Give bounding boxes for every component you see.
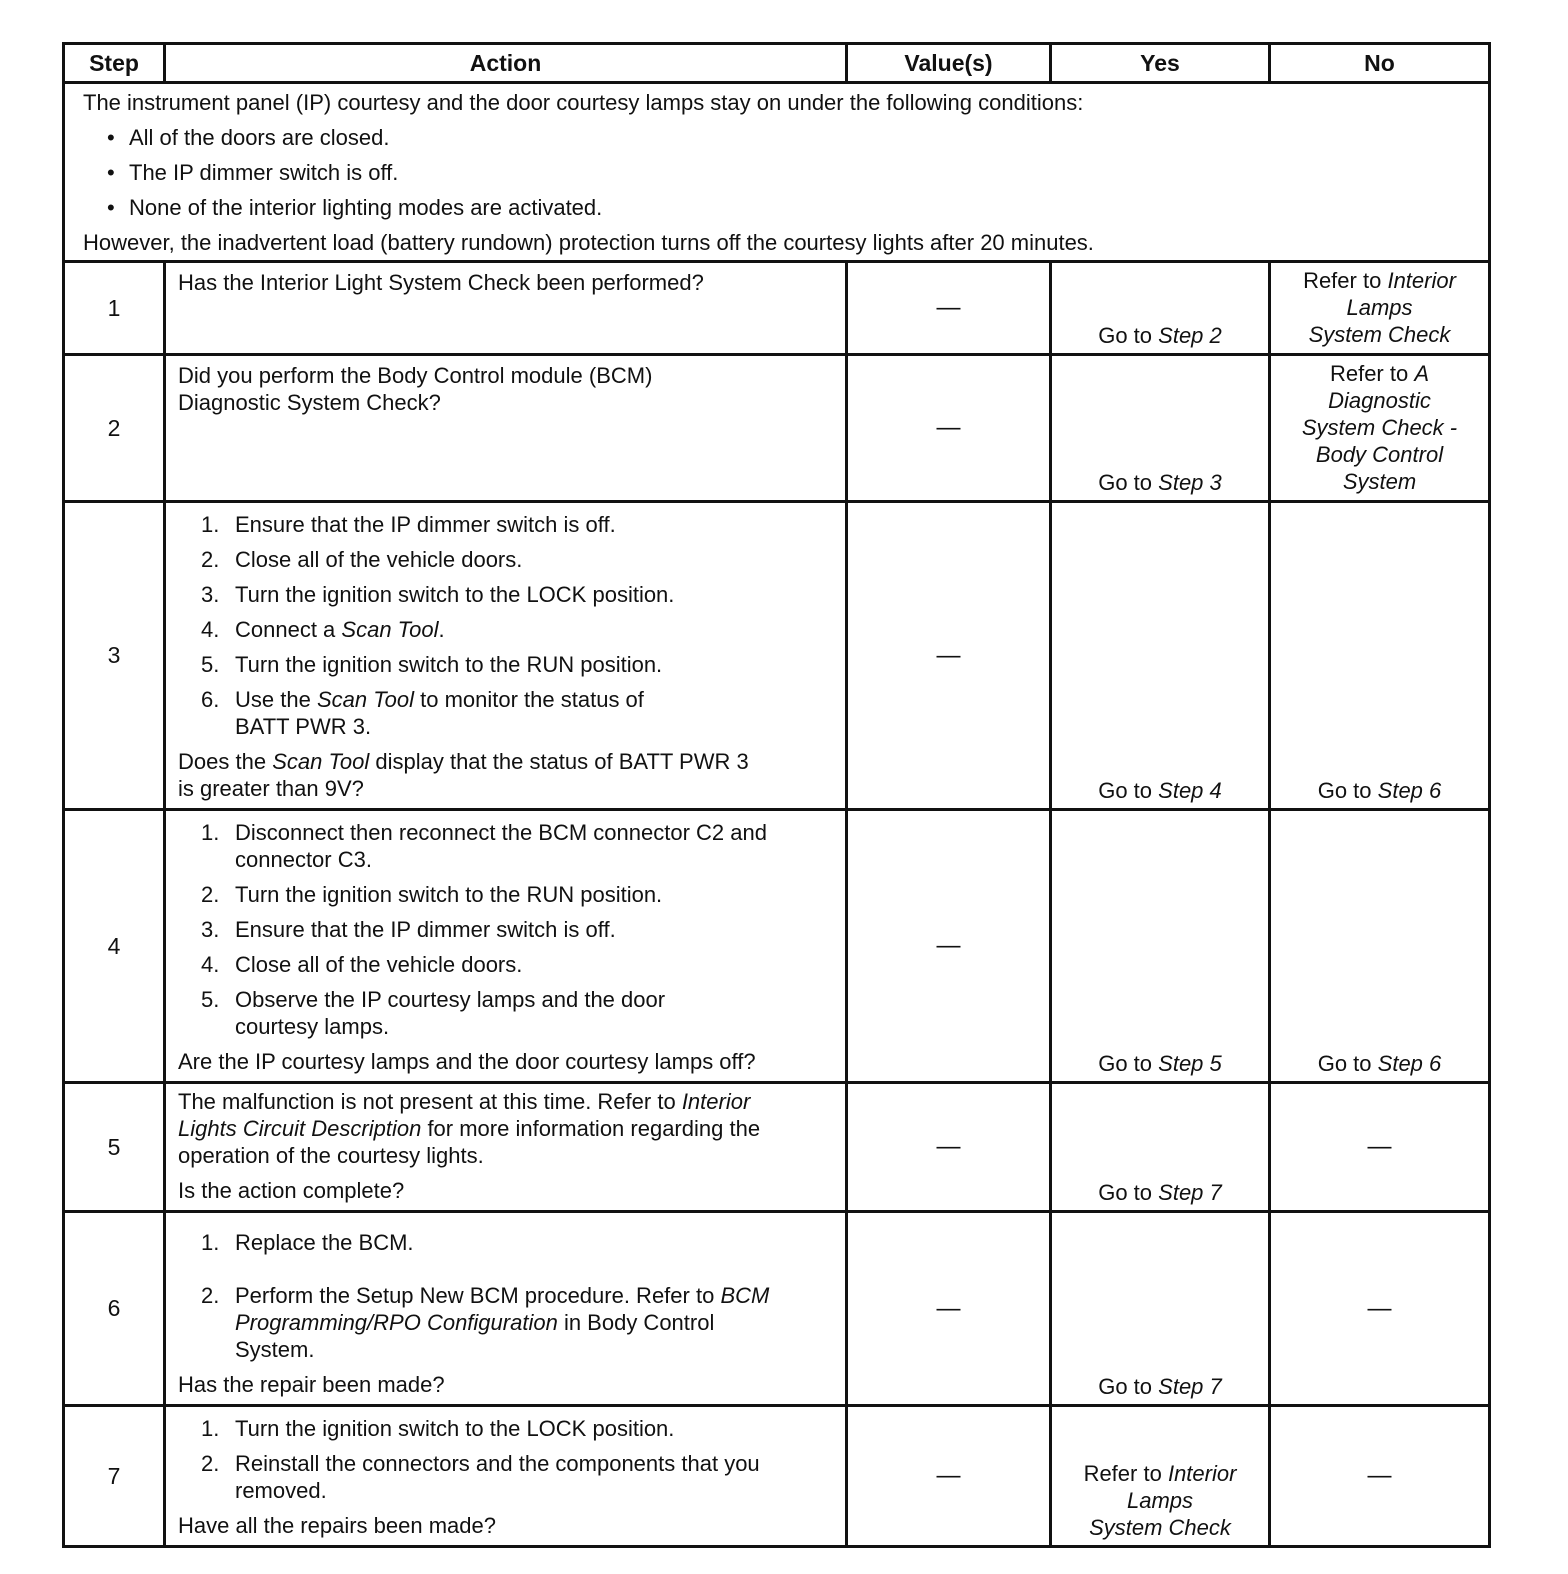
step-value: — (847, 1083, 1051, 1212)
description-text: The malfunction is not present at this time. Refer to (178, 1089, 676, 1114)
step-row-4 (64, 810, 1490, 1083)
procedure-item (178, 881, 833, 908)
reference-link[interactable]: Lamps (1126, 1488, 1194, 1513)
step-action (165, 1406, 847, 1547)
step-link[interactable]: Step 3 (1158, 470, 1222, 495)
reference-link[interactable]: Programming/RPO Configuration (235, 1310, 558, 1335)
procedure-item (178, 546, 833, 573)
item-number: 2. (201, 882, 220, 907)
reference-link[interactable]: Diagnostic (1328, 388, 1431, 413)
reference-link[interactable]: Interior (1167, 1461, 1237, 1486)
header-yes: Yes (1051, 44, 1270, 83)
step-number: 1 (64, 262, 165, 355)
item-text-end: to monitor the status of (420, 687, 644, 712)
procedure-item (178, 511, 833, 538)
question-text: is greater than 9V? (178, 776, 364, 801)
reference-link[interactable]: System Check (1089, 1515, 1231, 1540)
item-text-line2: courtesy lamps. (235, 1014, 390, 1039)
item-text: Turn the ignition switch to the LOCK position. (235, 1416, 675, 1441)
item-number: 2. (201, 1451, 220, 1476)
reference-link[interactable]: System Check (1308, 322, 1451, 347)
step-number: 5 (64, 1083, 165, 1212)
procedure-list (178, 1415, 833, 1504)
item-text: Reinstall the connectors and the components that you (235, 1451, 760, 1476)
header-action: Action (165, 44, 847, 83)
procedure-list (178, 1229, 833, 1363)
go-to-label: Go to (1098, 1180, 1153, 1205)
condition-list (83, 124, 1472, 221)
item-text-line3: System. (235, 1337, 315, 1362)
item-number: 1. (201, 820, 220, 845)
item-number: 1. (201, 1416, 220, 1441)
procedure-list (178, 819, 833, 1040)
procedure-item (178, 1415, 833, 1442)
step-value: — (847, 810, 1051, 1083)
item-text-end: in Body Control (563, 1310, 715, 1335)
step-value: — (847, 1406, 1051, 1547)
reference-link[interactable]: Interior (1387, 268, 1456, 293)
header-row (64, 44, 1490, 83)
item-number: 5. (201, 652, 220, 677)
scan-tool-term: Scan Tool (272, 749, 370, 774)
go-to-label: Go to (1317, 1051, 1372, 1076)
go-to-label: Go to (1098, 470, 1153, 495)
step-value: — (847, 1212, 1051, 1406)
step-number: 6 (64, 1212, 165, 1406)
step-yes (1051, 1406, 1270, 1547)
procedure-item (178, 616, 833, 643)
item-text: Perform the Setup New BCM procedure. Refer to (235, 1283, 715, 1308)
step-no (1270, 502, 1490, 810)
item-text: Turn the ignition switch to the RUN position. (235, 882, 663, 907)
step-yes (1051, 262, 1270, 355)
item-text: Connect a (235, 617, 336, 642)
step-number: 4 (64, 810, 165, 1083)
step-action (165, 1083, 847, 1212)
step-question-line: Did you perform the Body Control module (BCM) (178, 363, 653, 388)
procedure-item (178, 986, 833, 1040)
step-value: — (847, 262, 1051, 355)
intro-row (64, 83, 1490, 262)
step-action (165, 355, 847, 502)
step-no (1270, 355, 1490, 502)
step-link[interactable]: Step 6 (1377, 1051, 1442, 1076)
diagnostic-table-container (62, 42, 1488, 1548)
procedure-item (178, 819, 833, 873)
item-text: Ensure that the IP dimmer switch is off. (235, 917, 616, 942)
reference-link[interactable]: Interior (681, 1089, 751, 1114)
procedure-item (178, 916, 833, 943)
step-link[interactable]: Step 2 (1158, 323, 1222, 348)
step-action (165, 502, 847, 810)
item-number: 1. (201, 512, 220, 537)
refer-to-label: Refer to (1329, 361, 1409, 386)
step-yes (1051, 1212, 1270, 1406)
item-number: 2. (201, 547, 220, 572)
step-action (165, 1212, 847, 1406)
step-question: Have all the repairs been made? (178, 1513, 496, 1538)
procedure-item (178, 1282, 833, 1363)
step-question (178, 748, 833, 802)
step-link[interactable]: Step 4 (1158, 778, 1222, 803)
item-text: Disconnect then reconnect the BCM connector C2 and (235, 820, 767, 845)
condition-item: • None of the interior lighting modes are activated. (83, 194, 1472, 221)
step-yes (1051, 355, 1270, 502)
intro-tail: However, the inadvertent load (battery rundown) protection turns off the courtesy lights after 20 minutes. (83, 230, 1094, 255)
procedure-item (178, 686, 833, 740)
step-number: 7 (64, 1406, 165, 1547)
go-to-label: Go to (1098, 778, 1153, 803)
step-row-6 (64, 1212, 1490, 1406)
step-action (165, 262, 847, 355)
item-text-line2: BATT PWR 3. (235, 714, 372, 739)
step-question: Is the action complete? (178, 1178, 405, 1203)
step-yes (1051, 502, 1270, 810)
item-text: Use the (235, 687, 311, 712)
procedure-item (178, 581, 833, 608)
step-row-1 (64, 262, 1490, 355)
step-no: — (1270, 1406, 1490, 1547)
intro-cell (64, 83, 1490, 262)
step-no: — (1270, 1083, 1490, 1212)
item-text: Replace the BCM. (235, 1230, 414, 1255)
item-number: 2. (201, 1283, 220, 1308)
item-number: 3. (201, 917, 220, 942)
diagnostic-table (62, 42, 1491, 1548)
step-link[interactable]: Step 7 (1158, 1374, 1222, 1399)
item-text-line2: connector C3. (235, 847, 372, 872)
condition-item: • All of the doors are closed. (83, 124, 1472, 151)
step-row-3 (64, 502, 1490, 810)
question-text: display that the status of BATT PWR 3 (375, 749, 749, 774)
go-to-label: Go to (1098, 323, 1153, 348)
question-text: Does the (178, 749, 267, 774)
step-number: 2 (64, 355, 165, 502)
item-number: 4. (201, 617, 220, 642)
step-link[interactable]: Step 5 (1158, 1051, 1222, 1076)
step-question-line: Diagnostic System Check? (178, 390, 441, 415)
step-yes (1051, 1083, 1270, 1212)
item-text: Turn the ignition switch to the LOCK position. (235, 582, 675, 607)
header-step: Step (64, 44, 165, 83)
step-description (178, 1088, 833, 1169)
item-text: Close all of the vehicle doors. (235, 952, 523, 977)
reference-link[interactable]: BCM (720, 1283, 770, 1308)
procedure-item (178, 1450, 833, 1504)
step-row-5 (64, 1083, 1490, 1212)
description-text: operation of the courtesy lights. (178, 1143, 484, 1168)
item-number: 6. (201, 687, 220, 712)
scan-tool-term: Scan Tool (316, 687, 414, 712)
procedure-item (178, 951, 833, 978)
reference-link[interactable]: System (1342, 469, 1417, 494)
item-text-line2: removed. (235, 1478, 327, 1503)
step-no (1270, 810, 1490, 1083)
reference-link[interactable]: Body Control (1315, 442, 1444, 467)
description-text: for more information regarding the (427, 1116, 761, 1141)
item-text: Observe the IP courtesy lamps and the door (235, 987, 666, 1012)
item-number: 5. (201, 987, 220, 1012)
go-to-label: Go to (1098, 1374, 1153, 1399)
condition-item: • The IP dimmer switch is off. (83, 159, 1472, 186)
step-number: 3 (64, 502, 165, 810)
procedure-item (178, 651, 833, 678)
step-yes (1051, 810, 1270, 1083)
go-to-label: Go to (1317, 778, 1372, 803)
procedure-list (178, 511, 833, 740)
reference-link[interactable]: A (1414, 361, 1430, 386)
refer-to-label: Refer to (1083, 1461, 1162, 1486)
item-text: Close all of the vehicle doors. (235, 547, 523, 572)
step-value: — (847, 355, 1051, 502)
step-link[interactable]: Step 6 (1377, 778, 1442, 803)
item-number: 4. (201, 952, 220, 977)
item-text: Ensure that the IP dimmer switch is off. (235, 512, 616, 537)
reference-link[interactable]: Lamps (1346, 295, 1413, 320)
procedure-item (178, 1229, 833, 1256)
step-no (1270, 262, 1490, 355)
go-to-label: Go to (1098, 1051, 1153, 1076)
step-action (165, 810, 847, 1083)
refer-to-label: Refer to (1303, 268, 1382, 293)
item-number: 1. (201, 1230, 220, 1255)
item-number: 3. (201, 582, 220, 607)
step-value: — (847, 502, 1051, 810)
header-no: No (1270, 44, 1490, 83)
reference-link[interactable]: Lights Circuit Description (178, 1116, 422, 1141)
step-question: Has the repair been made? (178, 1372, 445, 1397)
step-question: Are the IP courtesy lamps and the door courtesy lamps off? (178, 1049, 756, 1074)
item-end: . (438, 617, 445, 642)
scan-tool-term: Scan Tool (341, 617, 439, 642)
step-link[interactable]: Step 7 (1158, 1180, 1222, 1205)
step-question: Has the Interior Light System Check been performed? (178, 270, 704, 295)
step-row-2 (64, 355, 1490, 502)
intro-lead: The instrument panel (IP) courtesy and the door courtesy lamps stay on under the following conditions: (83, 90, 1084, 115)
item-text: Turn the ignition switch to the RUN position. (235, 652, 663, 677)
reference-link[interactable]: System Check - (1301, 415, 1458, 440)
header-values: Value(s) (847, 44, 1051, 83)
step-no: — (1270, 1212, 1490, 1406)
step-row-7 (64, 1406, 1490, 1547)
